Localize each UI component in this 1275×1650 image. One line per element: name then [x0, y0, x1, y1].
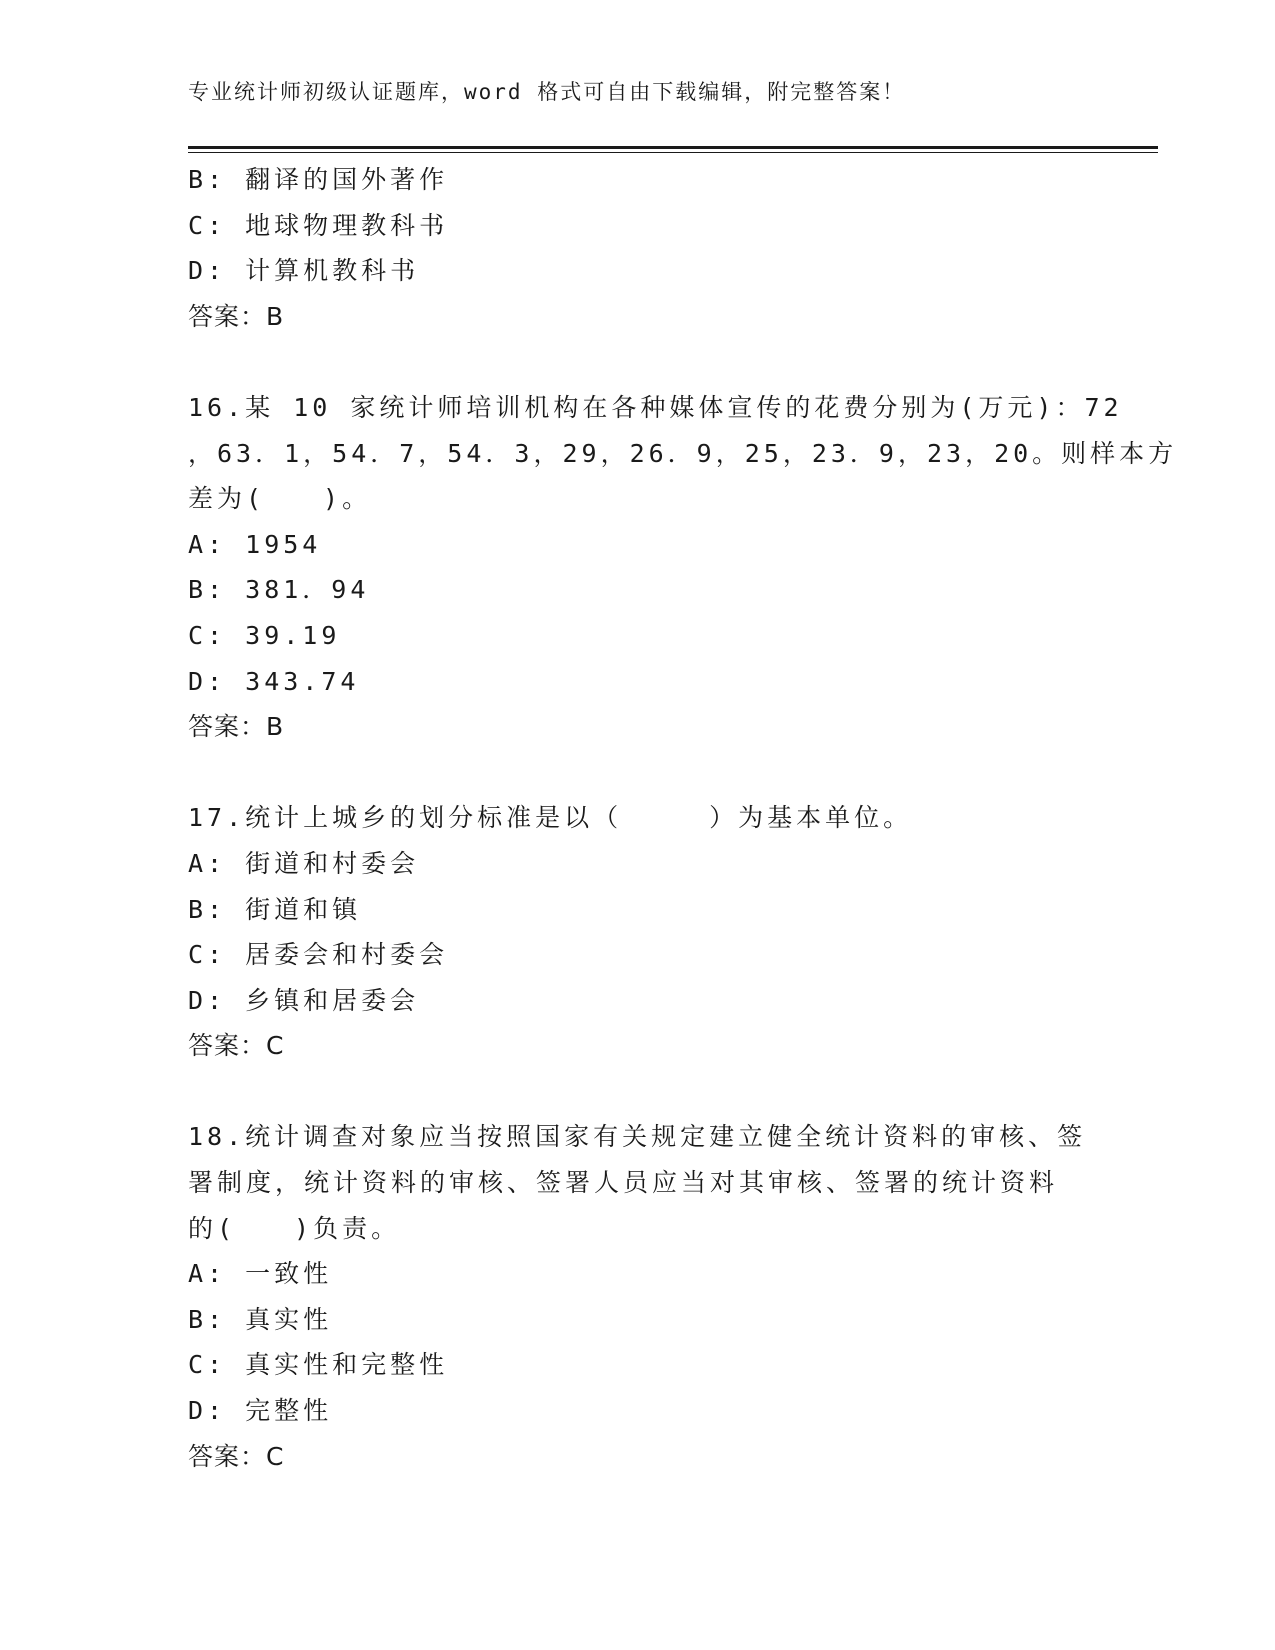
question-text-line: 18.统计调查对象应当按照国家有关规定建立健全统计资料的审核、签 [188, 1122, 1087, 1152]
question-text-line: 17.统计上城乡的划分标准是以（ ）为基本单位。 [188, 803, 913, 833]
option-a: A: 街道和村委会 [188, 848, 420, 878]
option-c: C: 真实性和完整性 [188, 1350, 449, 1380]
option-d: D: 343.74 [188, 666, 360, 696]
option-b: B: 翻译的国外著作 [188, 165, 449, 194]
question-text-line: 差为( )。 [188, 484, 372, 514]
page-header: 专业统计师初级认证题库，word 格式可自由下载编辑，附完整答案！ [188, 80, 906, 104]
question-text-line: ，63．1，54．7，54．3，29，26．9，25，23．9，23，20。则样本方 [188, 438, 1178, 468]
option-d: D: 乡镇和居委会 [188, 985, 420, 1015]
option-c: C: 地球物理教科书 [188, 210, 449, 240]
option-b: B: 真实性 [188, 1304, 333, 1334]
answer: 答案：B [188, 301, 285, 331]
question-15-continued [188, 157, 1088, 339]
question-16 [188, 385, 1178, 750]
answer: 答案：B [188, 712, 285, 742]
option-d: D: 计算机教科书 [188, 256, 420, 286]
option-a: A: 1954 [188, 529, 322, 559]
answer: 答案：C [188, 1031, 285, 1061]
document-body [188, 157, 1178, 1479]
question-17 [188, 795, 1088, 1069]
question-text-line: 的( )负责。 [188, 1213, 401, 1243]
question-18 [188, 1114, 1088, 1479]
question-text-line: 16.某 10 家统计师培训机构在各种媒体宣传的花费分别为(万元)：72 [188, 392, 1123, 422]
header-rule [188, 146, 1158, 153]
option-c: C: 居委会和村委会 [188, 940, 449, 970]
option-a: A: 一致性 [188, 1259, 333, 1289]
option-d: D: 完整性 [188, 1396, 333, 1426]
option-b: B: 381．94 [188, 575, 370, 605]
question-text-line: 署制度，统计资料的审核、签署人员应当对其审核、签署的统计资料 [188, 1168, 1059, 1198]
option-c: C: 39.19 [188, 620, 341, 650]
answer: 答案：C [188, 1441, 285, 1471]
option-b: B: 街道和镇 [188, 894, 362, 924]
